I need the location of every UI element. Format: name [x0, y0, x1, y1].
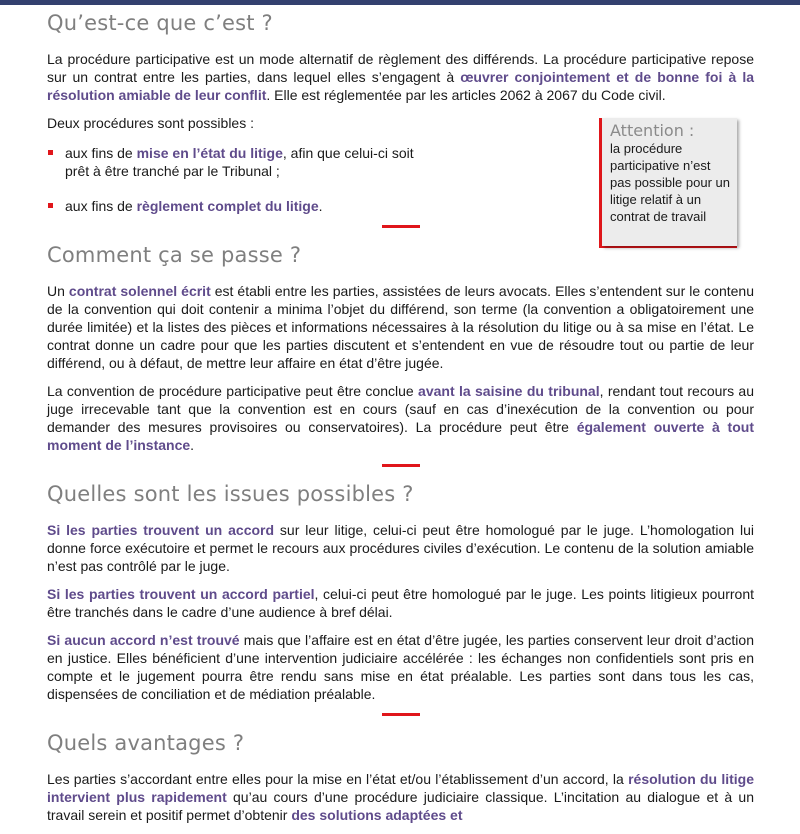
paragraph: [47, 585, 754, 621]
text-run: . Elle est réglementée par les articles 2062 à 2067 du Code civil.: [266, 87, 666, 103]
section-title: Quels avantages ?: [47, 731, 245, 755]
highlighted-text: également ouverte à tout moment de l’instance: [47, 419, 754, 453]
text-run: , celui-ci peut être homologué par le juge. Les points litigieux pourront être tranchés dans le cadre d’une audience à bref délai.: [47, 586, 754, 620]
section-divider: [382, 464, 420, 467]
text-run: aux fins de: [65, 145, 137, 161]
paragraph: [47, 521, 754, 575]
section-divider: [382, 713, 420, 716]
highlighted-text: Si les parties trouvent un accord partiel: [47, 586, 315, 602]
highlighted-text: Si les parties trouvent un accord: [47, 522, 275, 538]
highlighted-text: contrat solennel écrit: [68, 283, 211, 299]
bullet-square-icon: [48, 150, 53, 155]
text-run: , afin que celui-ci soit prêt à être tranché par le Tribunal ;: [65, 145, 414, 179]
text-run: aux fins de: [65, 198, 137, 214]
top-bar: [0, 0, 800, 5]
highlighted-text: Si aucun accord n’est trouvé: [47, 632, 240, 648]
section-title: Qu’est-ce que c’est ?: [47, 11, 273, 35]
attention-box: [602, 118, 737, 246]
section-title: Comment ça se passe ?: [47, 243, 302, 267]
paragraph: [47, 50, 754, 104]
text-run: .: [190, 437, 195, 453]
paragraph: [47, 282, 754, 372]
highlighted-text: règlement complet du litige: [136, 198, 319, 214]
section-advantages: [47, 730, 754, 824]
list-item-text: [65, 145, 414, 179]
text-run: La convention de procédure participative peut être conclue: [47, 383, 419, 399]
text-run: qu’au cours d’une procédure judiciaire classique. L’incitation au dialogue et à un travail serein et positif permet d’obtenir: [47, 789, 754, 823]
text-run: est établi entre les parties, assistées de leurs avocats. Elles s’entendent sur le contenu de la convention qui doit contenir a minima l’objet du différend, son terme (la convention a obligatoirement une durée limitée) et la listes des pièces et informations nécessaires à la résolution du litige ou à sa mise en l’état. Le contrat donne un cadre pour que les parties discutent et s’entendent en vue de résoudre tout ou partie de leur différend, ou à défaut, de mettre leur affaire en état d’être jugée.: [47, 283, 754, 371]
section-possible-outcomes: [47, 481, 754, 716]
text-run: Un: [47, 283, 69, 299]
text-run: sur leur litige, celui-ci peut être homologué par le juge. L’homologation lui donne force exécutoire et permet le recours aux procédures civiles d’exécution. Le contenu de la solution amiable n’est pas contrôlé par le juge.: [47, 522, 754, 574]
paragraph: [47, 631, 754, 703]
paragraph: [47, 382, 754, 454]
attention-title: Attention :: [610, 121, 695, 140]
highlighted-text: mise en l’état du litige: [136, 145, 283, 161]
section-divider: [382, 225, 420, 228]
paragraph: Deux procédures sont possibles :: [47, 115, 254, 131]
list-spacer: [47, 180, 425, 197]
list-item: [47, 144, 425, 180]
paragraph: [47, 770, 754, 824]
text-run: La procédure participative est un mode alternatif de règlement des différends. La procédure participative repose sur un contrat entre les parties, dans lequel elles s’engagent à: [47, 51, 754, 85]
attention-body: la procédure participative n’est pas possible pour un litige relatif à un contrat de travail: [610, 141, 730, 224]
highlighted-text: des solutions adaptées et: [291, 807, 463, 823]
text-run: mais que l’affaire est en état d’être jugée, les parties conservent leur droit d’action en justice. Elles bénéficient d’une intervention judiciaire accélérée : les échanges non confidentiels sont pris en compte et le jugement pourra être rendu sans mise en état préalable. Les parties sont dans tous les cas, dispensées de conciliation et de médiation préalable.: [47, 632, 754, 702]
list-item: [47, 197, 425, 215]
highlighted-text: résolution du litige intervient plus rapidement: [47, 771, 754, 805]
text-run: Les parties s’accordant entre elles pour la mise en l’état et/ou l’établissement d’un accord, la: [47, 771, 629, 787]
highlighted-text: œuvrer conjointement et de bonne foi à la résolution amiable de leur conflit: [47, 69, 754, 103]
section-how-it-works: [47, 242, 754, 467]
text-run: , rendant tout recours au juge irrecevable tant que la convention est en cours (sauf en cas d’inexécution de la convention ou pour demander des mesures provisoires ou conservatoires). La procédure peut être: [47, 383, 754, 435]
attention-callout: [599, 118, 737, 248]
list-item-text: [65, 198, 323, 214]
highlighted-text: avant la saisine du tribunal: [418, 383, 600, 399]
text-run: .: [318, 198, 323, 214]
bullet-square-icon: [48, 203, 53, 208]
section-title: Quelles sont les issues possibles ?: [47, 482, 414, 506]
